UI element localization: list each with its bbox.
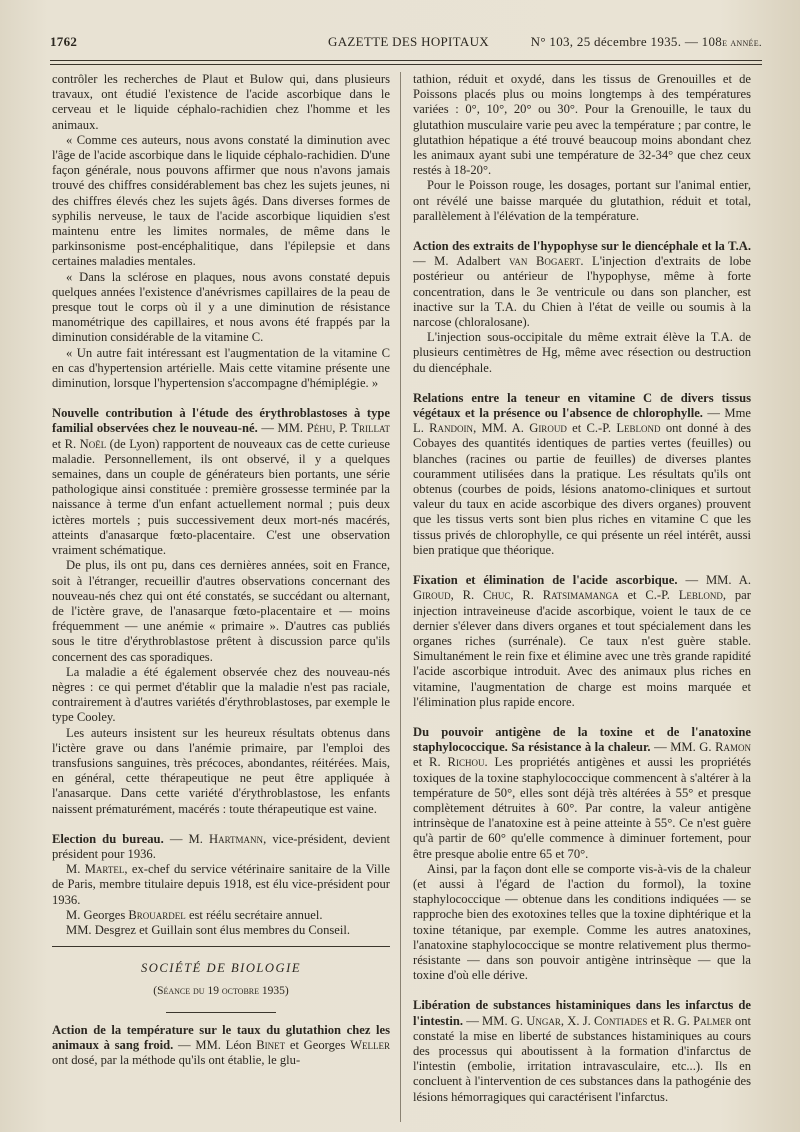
text: est réélu secrétaire annuel. [185,907,323,922]
paragraph: Pour le Poisson rouge, les dosages, portant sur l'animal entier, ont révélé une baisse marquée du glutathion, réduit et total, parallèlement à l'élévation de la température. [413,178,751,223]
author-name: Hartmann [209,831,264,846]
article-election [52,832,390,862]
article-glutathion [52,1023,390,1069]
article-title: Action de la température sur le taux du glutathion chez les animaux à sang froid. [52,1022,390,1052]
text: — MM. G. [463,1013,527,1028]
author-name: Contiades [594,1013,648,1028]
text: , R. [510,588,543,603]
article-vitamine-c [413,391,751,558]
paragraph [52,862,390,908]
article-erythroblastoses [52,406,390,558]
author-name: Leblond [678,588,723,603]
text: — Mme L. [413,406,752,436]
author-name: Ungar [526,1013,561,1028]
paragraph: tathion, réduit et oxydé, dans les tissus de Grenouilles et de Poissons placés plus ou moins longtemps à des températures variées : 0°, 10°, 20° ou 30°. Pour la Grenouille, le taux du glutathion musculaire varie peu avec la température ; par contre, le glutathion hépatique a été trouvé beaucoup moins abondant chez les animaux ayant subi une température de 32-34° que chez ceux restés à 18-20°. [413,72,751,178]
article-acide-ascorbique [413,573,751,710]
text: — MM. A. [677,573,751,588]
author-name: Binet [256,1037,286,1052]
header-rule [50,60,762,61]
left-column [52,72,390,1068]
text: 1935) [259,985,289,998]
text: et R. G. [647,1013,694,1028]
author-name: Weller [350,1037,391,1052]
text: M. Georges [66,907,129,922]
session-date [52,984,390,999]
author-name: Leblond [616,421,661,436]
article-body: . L'injection d'extraits de lobe postérieur ou antérieur de l'hypophyse, même à forte concentration, dans le 3e ventricule ou dans son plancher, est inactive sur la T.A. du Chien à l'état de veille ou soumis à la narcose (chloralosane). [413,254,752,330]
text: , R. [450,588,483,603]
text: M. [66,862,85,877]
paragraph: « Comme ces auteurs, nous avons constaté la diminution avec l'âge de l'acide ascorbique dans le liquide céphalo-rachidien. D'une façon générale, nous pouvons affirmer que nous n'avons jamais trouvé des chiffres considérablement bas chez les sujets jeunes, ni des chiffres élevés chez les sujets âgés. Dans diverses formes de syphilis nerveuse, le taux de l'acide ascorbique liquidien s'est maintenu entre les limites normales, de même dans le parkinsonisme post-encéphalitique, dans l'épilepsie et dans certaines maladies mentales. [52,132,390,269]
author-name: van Bogaert [509,254,581,269]
author-name: Richou [447,755,485,770]
paragraph: contrôler les recherches de Plaut et Bulow qui, dans plusieurs travaux, ont étudié l'existence de l'acide ascorbique dans le cerveau et le liquide céphalo-rachidien chez l'homme et les animaux. [52,72,390,132]
author-name: Péhu [306,421,333,436]
society-heading: SOCIÉTÉ DE BIOLOGIE [140,961,302,976]
article-title: Relations entre la teneur en vitamine C de divers tissus végétaux et la présence ou l'absence de chlorophylle. [413,390,751,421]
article-toxine [413,725,751,862]
author-name: Noël [79,436,107,451]
text: et C.-P. [618,588,679,603]
text: et R. [413,755,448,770]
article-histamine [413,998,751,1104]
paragraph: Les auteurs insistent sur les heureux résultats obtenus dans l'ictère grave ou dans l'anémie primaire, par l'emploi des transfusions sanguines, très précoces, abondantes, réitérées. Mais, en général, cette thérapeutique ne peut être appliquée à l'anasarque. Dans cette variété d'érythroblastose, les enfants naissent prématurément, macérés : toute thérapeutique est vaine. [52,725,390,816]
text: , P. [332,421,352,436]
article-title: Nouvelle contribution à l'étude des érythroblastoses à type familial observées chez le nouveau-né. [52,406,390,436]
text: — M. Adalbert [413,254,510,269]
text: octobre [221,985,260,998]
running-header [50,34,762,54]
issue-info [531,34,762,50]
author-name: Giroud [413,588,451,603]
text: 19 [204,985,222,998]
article-title: Libération de substances histaminiques dans les infarctus de l'intestin. [413,998,751,1028]
paragraph: « Dans la sclérose en plaques, nous avons constaté depuis quelques années l'existence d'anévrismes capillaires de la peau de presque tout le corps où il y a une diminution de résistance manométrique des capillaires, et nous avons été frappés par la diminution considérable de la vitamine C. [52,269,390,345]
page-number: 1762 [50,34,78,49]
text: et Georges [285,1037,351,1052]
paragraph: De plus, ils ont pu, dans ces dernières années, soit en France, soit à l'étranger, recueillir d'autres observations concernant des nouveau-nés chez qui ont été constatés, se succédant ou alternant, de l'ictère grave, de l'anasarque fœto-placentaire et — moins fréquemment — une anémie « primaire ». D'autres cas publiés sous le titre d'érythroblastose prêtent à discussion parce qu'ils concernent des cas sporadiques. [52,558,390,664]
article-body: , vice-président, devient président pour 1936. [52,831,390,861]
text: et R. [52,436,80,451]
text: Séance du [157,985,205,998]
text: ( [153,985,158,998]
article-title: Action des extraits de l'hypophyse sur le diencéphale et la T.A. [413,239,751,254]
paragraph: MM. Desgrez et Guillain sont élus membres du Conseil. [66,922,351,937]
text: , MM. A. [473,421,530,436]
text: — MM. [257,421,307,436]
text: — MM. G. [650,740,716,755]
section-rule [52,946,390,947]
issue-annee: e année. [722,37,762,49]
author-name: Chuc [482,588,511,603]
article-title: Fixation et élimination de l'acide ascorbique. [413,573,678,588]
article-body: . Les propriétés antigènes et aussi les propriétés toxiques de la toxine staphylococcique commencent à s'altérer à la température de 50°, elles sont déjà très altérées à 55° et presque complètement détruites à 60°. Par contre, la valeur antigène intrinsèque de l'anatoxine est à peine atteinte à 55°. Ce n'est guère qu'à partir de 60° qu'elle commence à diminuer fortement, pour être presque abolie entre 65 et 70°. [413,755,751,861]
article-hypophyse [413,239,751,330]
header-rule-thin [50,64,762,65]
journal-title: GAZETTE DES HOPITAUX [328,34,489,49]
paragraph: « Un autre fait intéressant est l'augmentation de la vitamine C en cas d'hypertension artérielle. Mais cette vitamine présente une diminution, lorsque l'hypertension s'accompagne d'hémiplégie. » [52,345,390,391]
author-name: Giroud [529,421,567,436]
article-body: , par injection intraveineuse d'acide ascorbique, voient le taux de ce dernier s'élever dans divers organes et tout spécialement dans les organes riches (surrénale). Ce taux n'est guère stable. Simultanément le rein fixe et élimine avec une très grande rapidité l'acide ascorbique introduit. Avec des animaux plus riches en vitamine, l'augmentation de charge est moins marquée et l'élimination plus rapide encore. [413,588,751,709]
paragraph: L'injection sous-occipitale du même extrait élève la T.A. de plusieurs centimètres de Hg, même avec résection ou destruction du diencéphale. [413,330,751,375]
column-divider [400,72,401,1122]
paragraph: Ainsi, par la façon dont elle se comporte vis-à-vis de la chaleur (et aussi à l'égard de l'action du formol), la toxine staphylococcique — obtenue dans les conditions indiquées — se rapproche bien des exotoxines telles que la toxine diphtérique et la toxine tétanique, par exemple. Comme les autres anatoxines, l'anatoxine staphylococcique se montre relativement plus thermo-résistante — dans son pouvoir antigène intrinsèque — que la toxine d'où elle dérive. [413,861,751,983]
author-name: Trillat [351,421,390,436]
paragraph: La maladie a été également observée chez des nouveau-nés nègres : ce qui permet d'établir que la maladie n'est pas raciale, contrairement à d'autres variétés d'érythroblastoses, par exemple le type Cooley. [52,664,390,725]
paragraph [52,908,390,923]
society-rule [166,1012,276,1013]
issue-text: N° 103, 25 décembre 1935. — 108 [530,34,723,49]
text: — M. [163,831,209,846]
person-name: Brouardel [128,907,186,922]
article-title: Du pouvoir antigène de la toxine et de l'anatoxine staphylococcique. Sa résistance à la chaleur. [413,724,751,755]
text: — MM. Léon [173,1037,257,1052]
article-title: Election du bureau. [52,831,164,846]
article-body: ont dosé, par la méthode qu'ils ont établie, le glu- [52,1052,301,1067]
article-body: (de Lyon) rapportent de nouveaux cas de cette curieuse maladie. Personnellement, ils ont observé, il y a quelques semaines, dans un couple de générateurs bien portants, une série pathologique ainsi constituée : première grossesse terminée par la naissance à terme d'un enfant actuellement normal ; puis deux ictères mortels ; puis successivement deux mort-nés macérés, atteints d'anasarque fœto-placentaire. C'est une observation vraiment schématique. [52,436,390,558]
text: et C.-P. [566,421,617,436]
text: , X. J. [560,1013,594,1028]
author-name: Randoin [429,421,474,436]
author-name: Ratsimamanga [542,588,619,603]
right-column [413,72,751,1105]
text: , ex-chef du service vétérinaire sanitaire de la Ville de Paris, membre titulaire depuis 1918, est élu vice-président pour 1936. [52,862,390,907]
person-name: Martel [84,862,125,877]
article-body: ont donné à des Cobayes des quantités identiques de parties vertes (feuilles) ou blanches (racines ou partie de feuilles) de diverses plantes couramment utilisées dans la pratique. Les résultats qu'ils ont obtenus (courbes de poids, lésions anatomo-cliniques et surtout valeur du taux en acide ascorbique des divers organes) prouvent que les tissus verts sont bien plus riches en vitamine C que les tissus privés de chlorophylle, ce qui présente un réel intérêt, aussi bien pratique que théorique. [413,421,751,557]
author-name: Palmer [693,1013,732,1028]
article-body: ont constaté la mise en liberté de substances histaminiques au cours des processus qui aboutissent à la formation d'infarctus de l'intestin (embolie, irritation intravasculaire, etc...). Ils en concluent à l'intervention de ces substances dans la pathogénie des lésions hémorragiques qui caractérisent l'infarctus. [413,1013,751,1104]
author-name: Ramon [715,740,751,755]
